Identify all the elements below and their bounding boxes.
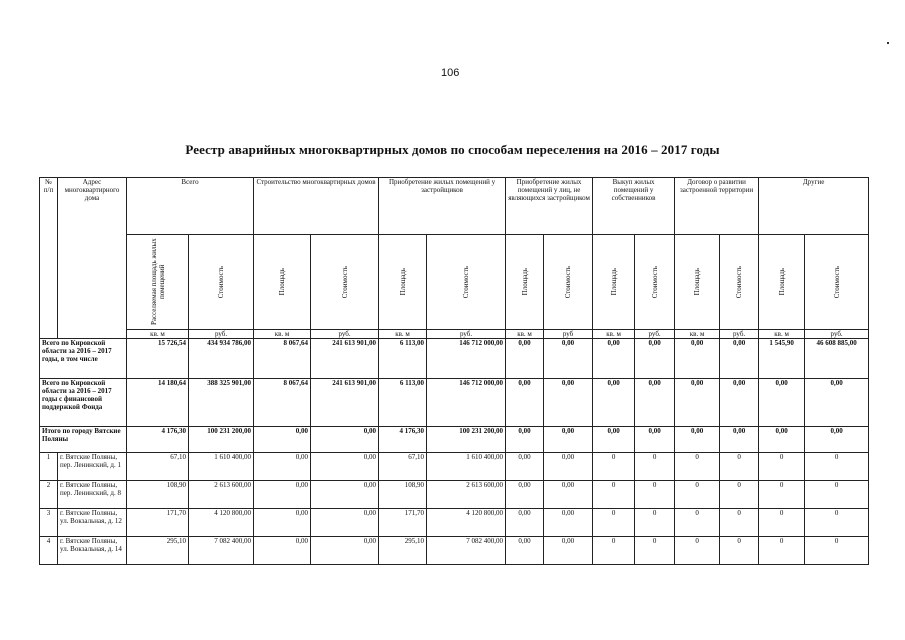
sub-header-settled-area: Расселяемая площадь жилых помещений: [149, 238, 166, 326]
summary-value-cell: 100 231 200,00: [189, 427, 254, 453]
row-address: г. Вятские Поляны, пер. Ленинский, д. 1: [58, 453, 127, 481]
unit-cell: руб: [544, 330, 593, 339]
summary-value-cell: 0,00: [311, 427, 379, 453]
summary-value-cell: 0,00: [635, 379, 675, 427]
row-number: 2: [40, 481, 58, 509]
row-value-cell: 295,10: [127, 537, 189, 565]
row-value-cell: 0,00: [254, 453, 311, 481]
summary-value-cell: 8 067,64: [254, 379, 311, 427]
summary-value-cell: 146 712 000,00: [427, 379, 506, 427]
summary-value-cell: 434 934 786,00: [189, 339, 254, 379]
summary-value-cell: 0,00: [544, 427, 593, 453]
row-value-cell: 0: [805, 509, 869, 537]
row-number: 4: [40, 537, 58, 565]
summary-value-cell: 0,00: [720, 339, 759, 379]
summary-value-cell: 0,00: [759, 427, 805, 453]
summary-value-cell: 388 325 901,00: [189, 379, 254, 427]
summary-value-cell: 14 180,64: [127, 379, 189, 427]
group-acquire-nondev-header: Приобретение жилых помещений у лиц, не являющихся застройщиком: [506, 178, 593, 235]
sub-header-area: Площадь: [693, 268, 702, 296]
row-value-cell: 0: [759, 453, 805, 481]
summary-value-cell: 0,00: [759, 379, 805, 427]
summary-rows: [40, 339, 869, 453]
summary-value-cell: 0,00: [506, 427, 544, 453]
row-value-cell: 0: [675, 481, 720, 509]
summary-value-cell: 146 712 000,00: [427, 339, 506, 379]
row-value-cell: 108,90: [127, 481, 189, 509]
sub-header-cost: Стоимость: [650, 265, 659, 299]
row-value-cell: 0: [675, 453, 720, 481]
page-title: Реестр аварийных многоквартирных домов по способам переселения на 2016 – 2017 годы: [185, 142, 720, 157]
row-value-cell: 0: [593, 537, 635, 565]
summary-row: [40, 427, 869, 453]
summary-value-cell: 100 231 200,00: [427, 427, 506, 453]
row-value-cell: 0,00: [311, 481, 379, 509]
row-value-cell: 0: [635, 453, 675, 481]
row-number: 1: [40, 453, 58, 481]
summary-value-cell: 0,00: [544, 339, 593, 379]
unit-cell: кв. м: [675, 330, 720, 339]
unit-cell: руб.: [720, 330, 759, 339]
row-value-cell: 0: [635, 537, 675, 565]
summary-value-cell: 0,00: [675, 427, 720, 453]
sub-header-cost: Стоимость: [564, 265, 573, 299]
sub-header-area: Площадь: [398, 268, 407, 296]
row-value-cell: 0,00: [506, 453, 544, 481]
summary-row: [40, 379, 869, 427]
row-value-cell: 0: [675, 537, 720, 565]
row-value-cell: 0: [675, 509, 720, 537]
row-value-cell: 7 082 400,00: [189, 537, 254, 565]
row-value-cell: 0,00: [544, 537, 593, 565]
row-value-cell: 0,00: [544, 481, 593, 509]
unit-cell: руб.: [427, 330, 506, 339]
sub-header-cost: Стоимость: [340, 265, 349, 299]
row-value-cell: 0: [593, 453, 635, 481]
summary-value-cell: 4 176,30: [127, 427, 189, 453]
table-row: [40, 453, 869, 481]
row-value-cell: 171,70: [379, 509, 427, 537]
summary-value-cell: 0,00: [544, 379, 593, 427]
sub-header-row: [40, 235, 869, 330]
sub-header-cost: Стоимость: [462, 265, 471, 299]
row-value-cell: 2 613 600,00: [427, 481, 506, 509]
row-value-cell: 67,10: [127, 453, 189, 481]
unit-cell: кв. м: [759, 330, 805, 339]
table-row: [40, 509, 869, 537]
summary-value-cell: 0,00: [593, 427, 635, 453]
row-value-cell: 0: [720, 537, 759, 565]
row-value-cell: 0: [635, 481, 675, 509]
unit-cell: руб.: [189, 330, 254, 339]
summary-value-cell: 0,00: [720, 427, 759, 453]
unit-cell: руб.: [311, 330, 379, 339]
row-number: 3: [40, 509, 58, 537]
row-value-cell: 108,90: [379, 481, 427, 509]
col-address-header: Адрес многоквартирного дома: [58, 178, 127, 339]
row-value-cell: 0,00: [311, 537, 379, 565]
units-row: [40, 330, 869, 339]
group-development-header: Договор о развитии застроенной территории: [675, 178, 759, 235]
summary-value-cell: 4 176,30: [379, 427, 427, 453]
row-value-cell: 295,10: [379, 537, 427, 565]
row-address: г. Вятские Поляны, ул. Вокзальная, д. 14: [58, 537, 127, 565]
row-value-cell: 4 120 800,00: [189, 509, 254, 537]
sub-header-area: Площадь: [278, 268, 287, 296]
summary-value-cell: 46 608 885,00: [805, 339, 869, 379]
group-other-header: Другие: [759, 178, 869, 235]
summary-label: Всего по Кировской области за 2016 – 2017 годы, в том числе: [40, 339, 127, 379]
unit-cell: кв. м: [254, 330, 311, 339]
registry-table: [39, 177, 869, 565]
row-value-cell: 0,00: [544, 509, 593, 537]
row-value-cell: 0,00: [254, 537, 311, 565]
row-value-cell: 0: [759, 481, 805, 509]
row-value-cell: 2 613 600,00: [189, 481, 254, 509]
summary-value-cell: 6 113,00: [379, 379, 427, 427]
unit-cell: руб.: [805, 330, 869, 339]
summary-value-cell: 0,00: [805, 379, 869, 427]
row-address: г. Вятские Поляны, ул. Вокзальная, д. 12: [58, 509, 127, 537]
summary-value-cell: 0,00: [506, 379, 544, 427]
row-value-cell: 0,00: [311, 453, 379, 481]
row-value-cell: 1 610 400,00: [427, 453, 506, 481]
unit-cell: руб.: [635, 330, 675, 339]
unit-cell: кв. м: [379, 330, 427, 339]
row-value-cell: 0: [720, 453, 759, 481]
unit-cell: кв. м: [593, 330, 635, 339]
sub-header-cost: Стоимость: [832, 265, 841, 299]
summary-value-cell: 241 613 901,00: [311, 339, 379, 379]
sub-header-area: Площадь: [777, 268, 786, 296]
summary-value-cell: 15 726,54: [127, 339, 189, 379]
group-total-header: Всего: [127, 178, 254, 235]
row-value-cell: 0: [720, 481, 759, 509]
detail-rows: [40, 453, 869, 565]
table-row: [40, 481, 869, 509]
scan-speck: [887, 42, 889, 44]
unit-cell: кв. м: [127, 330, 189, 339]
table-row: [40, 537, 869, 565]
row-address: г. Вятские Поляны, пер. Ленинский, д. 8: [58, 481, 127, 509]
summary-value-cell: 0,00: [593, 339, 635, 379]
row-value-cell: 0: [720, 509, 759, 537]
page-number: 106: [441, 67, 460, 79]
sub-header-area: Площадь: [609, 268, 618, 296]
summary-value-cell: 8 067,64: [254, 339, 311, 379]
sub-header-area: Площадь: [520, 268, 529, 296]
summary-value-cell: 0,00: [635, 339, 675, 379]
row-value-cell: 7 082 400,00: [427, 537, 506, 565]
summary-value-cell: 0,00: [635, 427, 675, 453]
row-value-cell: 0: [759, 509, 805, 537]
group-header-row: [40, 178, 869, 235]
summary-value-cell: 0,00: [675, 379, 720, 427]
summary-row: [40, 339, 869, 379]
summary-value-cell: 0,00: [506, 339, 544, 379]
row-value-cell: 0,00: [506, 537, 544, 565]
row-value-cell: 0,00: [311, 509, 379, 537]
row-value-cell: 0: [759, 537, 805, 565]
row-value-cell: 4 120 800,00: [427, 509, 506, 537]
row-value-cell: 1 610 400,00: [189, 453, 254, 481]
row-value-cell: 0: [805, 481, 869, 509]
summary-value-cell: 241 613 901,00: [311, 379, 379, 427]
row-value-cell: 0: [805, 537, 869, 565]
summary-value-cell: 0,00: [805, 427, 869, 453]
summary-label: Всего по Кировской области за 2016 – 2017 годы с финансовой поддержкой Фонда: [40, 379, 127, 427]
row-value-cell: 0,00: [544, 453, 593, 481]
row-value-cell: 0,00: [254, 481, 311, 509]
col-num-header: № п/п: [40, 178, 58, 339]
group-acquire-dev-header: Приобретение жилых помещений у застройщиков: [379, 178, 506, 235]
summary-value-cell: 1 545,90: [759, 339, 805, 379]
row-value-cell: 171,70: [127, 509, 189, 537]
group-buyout-header: Выкуп жилых помещений у собственников: [593, 178, 675, 235]
row-value-cell: 0: [593, 509, 635, 537]
row-value-cell: 0,00: [254, 509, 311, 537]
group-construction-header: Строительство многоквартирных домов: [254, 178, 379, 235]
summary-label: Итого по городу Вятские Поляны: [40, 427, 127, 453]
summary-value-cell: 0,00: [593, 379, 635, 427]
row-value-cell: 0,00: [506, 481, 544, 509]
row-value-cell: 0: [635, 509, 675, 537]
summary-value-cell: 0,00: [720, 379, 759, 427]
row-value-cell: 0,00: [506, 509, 544, 537]
sub-header-cost: Стоимость: [217, 265, 225, 299]
summary-value-cell: 0,00: [675, 339, 720, 379]
unit-cell: кв. м: [506, 330, 544, 339]
row-value-cell: 0: [805, 453, 869, 481]
summary-value-cell: 6 113,00: [379, 339, 427, 379]
sub-header-cost: Стоимость: [735, 265, 744, 299]
row-value-cell: 67,10: [379, 453, 427, 481]
row-value-cell: 0: [593, 481, 635, 509]
summary-value-cell: 0,00: [254, 427, 311, 453]
